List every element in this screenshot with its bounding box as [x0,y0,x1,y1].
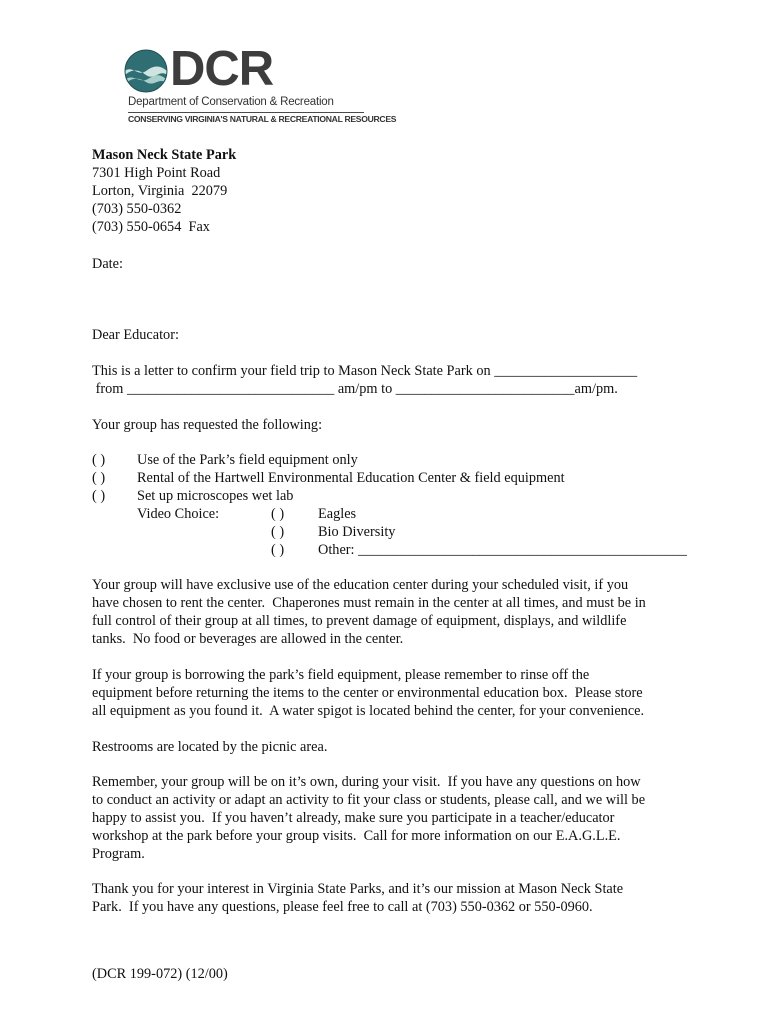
video-choice-mark: ( ) [271,524,285,540]
paragraph-line: happy to assist you. If you haven’t already, make sure you participate in a teacher/educator [92,810,615,826]
address-city: Lorton, Virginia 22079 [92,183,228,199]
option-mark: ( ) [92,470,106,486]
requested-intro: Your group has requested the following: [92,417,323,433]
video-choice-text: Other: ______________________________________________ [318,542,687,558]
dcr-emblem-icon [124,49,168,93]
paragraph-line: tanks. No food or beverages are allowed in the center. [92,631,404,647]
video-choice-text: Bio Diversity [318,524,396,540]
address-phone: (703) 550-0362 [92,201,182,217]
paragraph-line: Thank you for your interest in Virginia State Parks, and it’s our mission at Mason Neck State [92,881,624,897]
option-label: Use of the Park’s field equipment only [137,452,358,468]
option-mark: ( ) [92,452,106,468]
paragraph-line: If your group is borrowing the park’s field equipment, please remember to rinse off the [92,667,590,683]
video-choice-text: Eagles [318,506,357,522]
option-label: Set up microscopes wet lab [137,488,294,504]
paragraph-line: workshop at the park before your group visits. Call for more information on our E.A.G.L.E. [92,828,621,844]
logo-tagline: CONSERVING VIRGINIA'S NATURAL & RECREATIONAL RESOURCES [128,114,397,124]
paragraph-line: Your group will have exclusive use of the education center during your scheduled visit, if you [92,577,629,593]
address-street: 7301 High Point Road [92,165,221,181]
confirm-line-2: from _____________________________ am/pm to _________________________am/pm. [92,381,618,397]
paragraph-line: Restrooms are located by the picnic area. [92,739,328,755]
form-number-footer: (DCR 199-072) (12/00) [92,966,228,982]
video-choice-mark: ( ) [271,542,285,558]
dcr-logo-letters: DCR [170,42,274,96]
paragraph-line: Program. [92,846,145,862]
salutation: Dear Educator: [92,327,179,343]
logo-divider [128,112,364,113]
video-choice-mark: ( ) [271,506,285,522]
paragraph-line: have chosen to rent the center. Chaperones must remain in the center at all times, and must be in [92,595,646,611]
paragraph-line: Park. If you have any questions, please feel free to call at (703) 550-0362 or 550-0960. [92,899,593,915]
dcr-logo [124,42,397,132]
confirm-line-1: This is a letter to confirm your field trip to Mason Neck State Park on ____________________ [92,363,638,379]
paragraph-line: Remember, your group will be on it’s own, during your visit. If you have any questions on how [92,774,641,790]
date-label: Date: [92,256,123,272]
paragraph-line: equipment before returning the items to the center or environmental education box. Please store [92,685,643,701]
option-mark: ( ) [92,488,106,504]
paragraph-line: all equipment as you found it. A water spigot is located behind the center, for your convenience. [92,703,645,719]
paragraph-line: to conduct an activity or adapt an activity to fit your class or students, please call, and we will be [92,792,646,808]
logo-department: Department of Conservation & Recreation [128,96,334,108]
video-choice-label: Video Choice: [137,506,220,522]
paragraph-line: full control of their group at all times, to prevent damage of equipment, displays, and wildlife [92,613,627,629]
option-label: Rental of the Hartwell Environmental Education Center & field equipment [137,470,565,486]
park-name: Mason Neck State Park [92,147,237,163]
address-fax: (703) 550-0654 Fax [92,219,210,235]
